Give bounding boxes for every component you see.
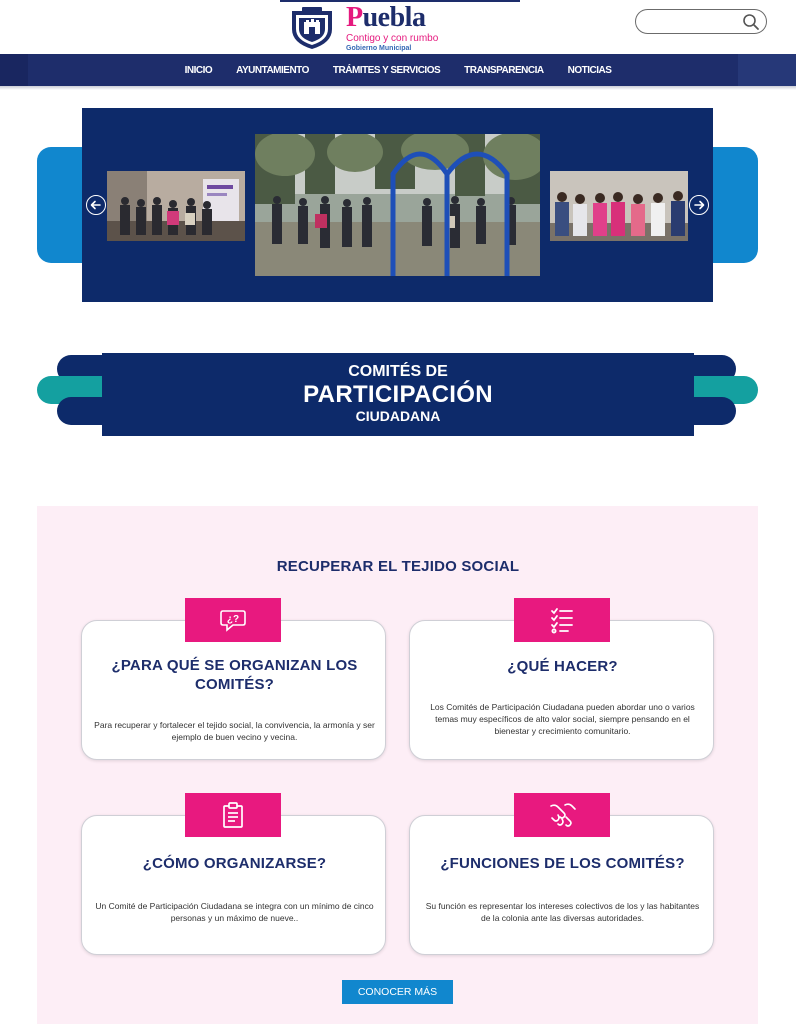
page-title-line2: PARTICIPACIÓN <box>303 381 493 408</box>
card-text: Para recuperar y fortalecer el tejido social, la convivencia, la armonía y ser ejemplo de buen vecino y vecina. <box>94 720 375 742</box>
page-title-line1: COMITÉS DE <box>348 363 448 380</box>
page-title-line3: CIUDADANA <box>355 408 441 424</box>
handshake-icon <box>548 801 578 829</box>
carousel-slide-left[interactable] <box>107 171 245 241</box>
site-header <box>0 0 796 54</box>
card-icon-box <box>185 598 281 642</box>
brand-logo[interactable] <box>346 4 438 53</box>
search-icon[interactable] <box>742 13 760 31</box>
nav-item-inicio[interactable]: INICIO <box>184 64 213 76</box>
card-title: ¿PARA QUÉ SE ORGANIZAN LOS COMITÉS? <box>111 657 358 693</box>
nav-shadow <box>0 86 796 90</box>
city-crest-icon[interactable] <box>288 5 336 51</box>
brand-slogan: Contigo y con rumbo <box>346 33 439 44</box>
carousel-slide-right[interactable] <box>550 171 688 241</box>
speech-bubble-question-icon <box>219 606 247 634</box>
photo-carousel <box>82 108 713 302</box>
card-text: Los Comités de Participación Ciudadana pueden abordar uno o varios temas muy específicos de alto valor social, siempre pensando en el bienestar y crecimiento comunitario. <box>430 702 695 736</box>
clipboard-icon <box>219 801 247 829</box>
search-input[interactable] <box>635 9 767 34</box>
nav-item-ayuntamiento[interactable]: AYUNTAMIENTO <box>236 64 309 76</box>
slide-photo-women-group <box>550 171 688 241</box>
svg-text:¿?: ¿? <box>226 614 240 625</box>
card-text: Un Comité de Participación Ciudadana se integra con un mínimo de cinco personas y un máximo de nueve.. <box>95 901 374 923</box>
nav-item-transparencia[interactable]: TRANSPARENCIA <box>464 64 544 76</box>
checklist-icon <box>548 606 576 634</box>
arrow-right-icon <box>692 198 706 212</box>
section-title: RECUPERAR EL TEJIDO SOCIAL <box>276 558 520 575</box>
arrow-left-icon <box>89 198 103 212</box>
learn-more-button[interactable]: CONOCER MÁS <box>342 980 453 1004</box>
slide-photo-indoor-group <box>107 171 245 241</box>
brand-name-rest: uebla <box>362 2 426 33</box>
main-navigation <box>0 54 796 86</box>
card-text: Su función es representar los intereses colectivos de los y las habitantes de la colonia ante las diversas autoridades. <box>425 901 700 923</box>
card-icon-box <box>514 598 610 642</box>
carousel-next-button[interactable] <box>689 195 709 215</box>
nav-item-tramites-servicios[interactable]: TRÁMITES Y SERVICIOS <box>332 64 441 76</box>
slide-photo-park-playground <box>255 134 540 276</box>
carousel-prev-button[interactable] <box>86 195 106 215</box>
page-title-banner <box>102 353 694 436</box>
carousel-slide-center[interactable] <box>255 134 540 276</box>
card-icon-box <box>185 793 281 837</box>
nav-item-noticias[interactable]: NOTICIAS <box>567 64 612 76</box>
card-title: ¿QUÉ HACER? <box>507 658 618 675</box>
card-title: ¿CÓMO ORGANIZARSE? <box>142 855 327 872</box>
nav-items <box>0 54 796 86</box>
card-title: ¿FUNCIONES DE LOS COMITÉS? <box>440 855 685 872</box>
brand-name: Puebla <box>346 2 426 33</box>
card-icon-box <box>514 793 610 837</box>
brand-government: Gobierno Municipal <box>346 45 412 52</box>
